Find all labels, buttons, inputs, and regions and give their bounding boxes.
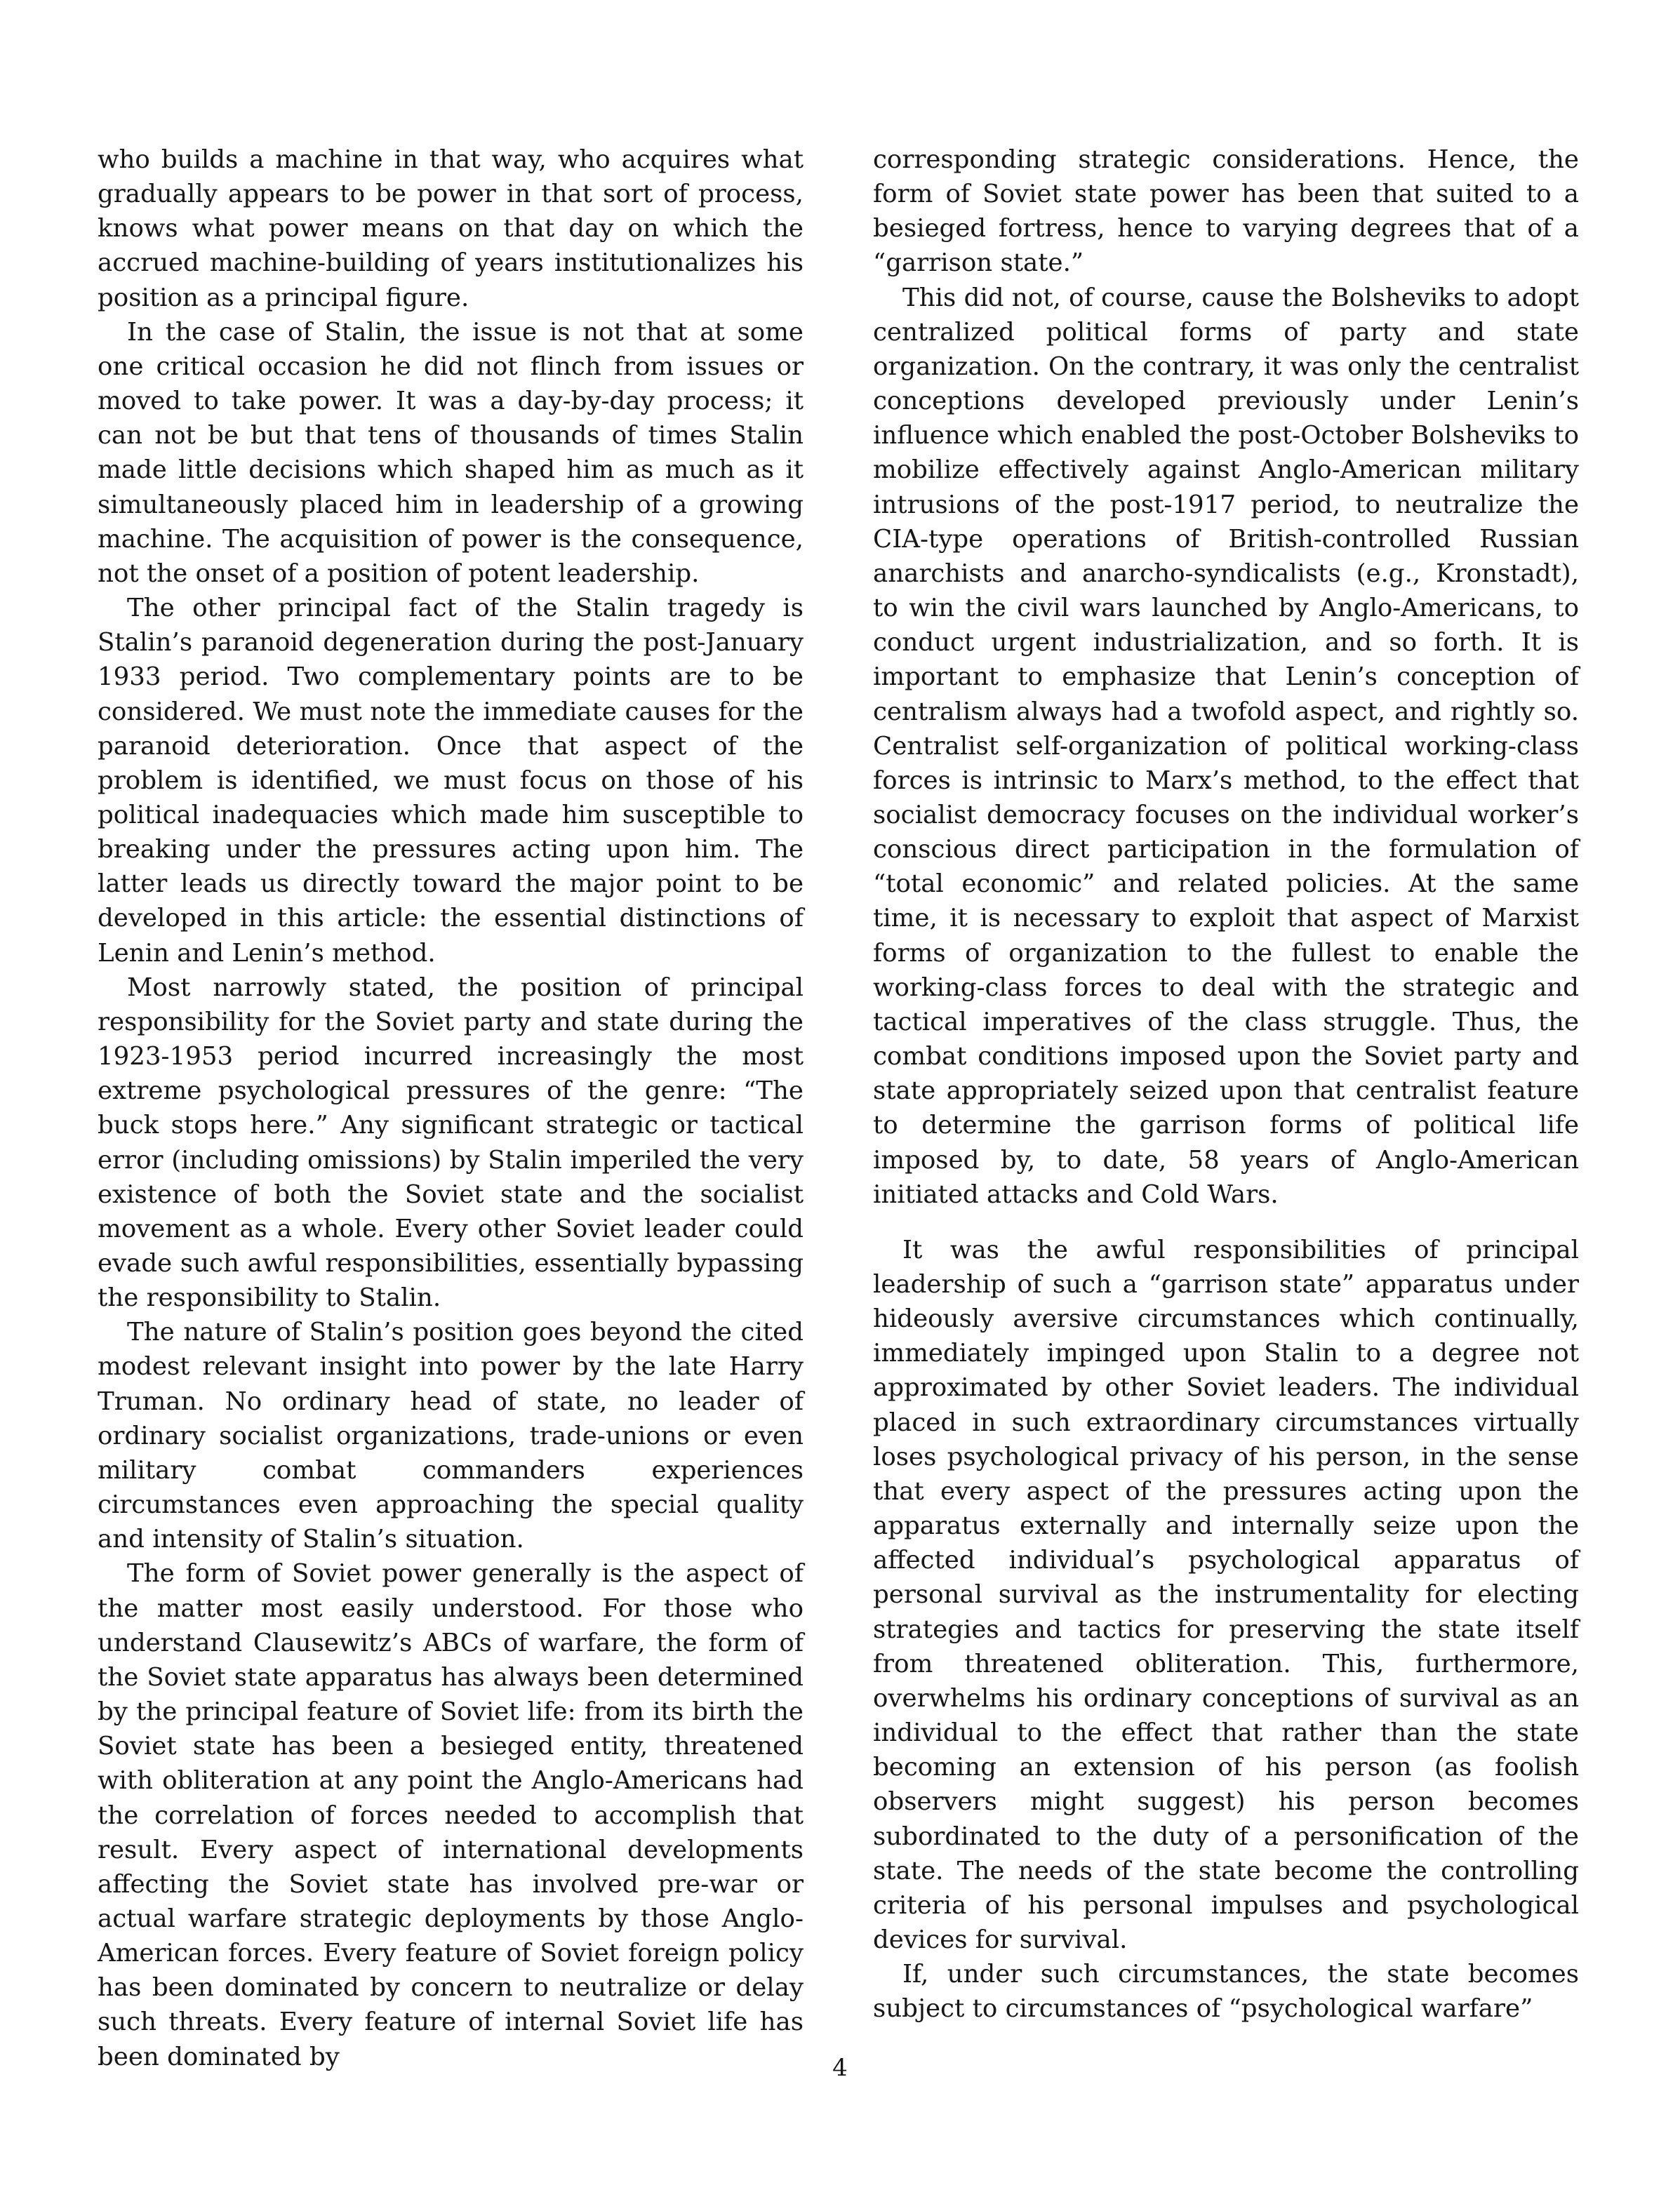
paragraph: The form of Soviet power generally is the aspect of the matter most easily understood. For those who understand Clausewitz’s ABCs of warfare, the form of the Soviet state apparatus has always been determined by the principal feature of Soviet life: from its birth the Soviet state has been a besieged entity, threatened with obliteration at any point the Anglo-Americans had the correlation of forces needed to accomplish that result. Every aspect of international developments affecting the Soviet state has involved pre-war or actual warfare strategic deployments by those Anglo-American forces. Every feature of Soviet foreign policy has been dominated by concern to neutralize or delay such threats. Every feature of internal Soviet life has been dominated by <box>98 1559 804 2071</box>
paragraph: The other principal fact of the Stalin tragedy is Stalin’s paranoid degeneration during the post-January 1933 period. Two complementary points are to be considered. We must note the immediate causes for the paranoid deterioration. Once that aspect of the problem is identified, we must focus on those of his political inadequacies which made him susceptible to breaking under the pressures acting upon him. The latter leads us directly toward the major point to be developed in this article: the essential distinctions of Lenin and Lenin’s method. <box>98 594 804 968</box>
paragraph: corresponding strategic considerations. Hence, the form of Soviet state power has been that suited to a besieged fortress, hence to varying degrees that of a “garrison state.” <box>873 145 1579 278</box>
paragraph: This did not, of course, cause the Bolsheviks to adopt centralized political forms of party and state organization. On the contrary, it was only the centralist conceptions developed previously under Lenin’s influence which enabled the post-October Bolsheviks to mobilize effectively against Anglo-American military intrusions of the post-1917 period, to neutralize the CIA-type operations of British-controlled Russian anarchists and anarcho-syndicalists (e.g., Kronstadt), to win the civil wars launched by Anglo-Americans, to conduct urgent industrialization, and so forth. It is important to emphasize that Lenin’s conception of centralism always had a twofold aspect, and rightly so. Centralist self-organization of political working-class forces is intrinsic to Marx’s method, to the effect that socialist democracy focuses on the individual worker’s conscious direct participation in the formulation of “total economic” and related policies. At the same time, it is necessary to exploit that aspect of Marxist forms of organization to the fullest to enable the working-class forces to deal with the strategic and tactical imperatives of the class struggle. Thus, the combat conditions imposed upon the Soviet party and state appropriately seized upon that centralist feature to determine the garrison forms of political life imposed by, to date, 58 years of Anglo-American initiated attacks and Cold Wars. <box>873 283 1579 1209</box>
paragraph: It was the awful responsibilities of principal leadership of such a “garrison state” apparatus under hideously aversive circumstances which continually, immediately impinged upon Stalin to a degree not approximated by other Soviet leaders. The individual placed in such extraordinary circumstances virtually loses psychological privacy of his person, in the sense that every aspect of the pressures acting upon the apparatus externally and internally seize upon the affected individual’s psychological apparatus of personal survival as the instrumentality for electing strategies and tactics for preserving the state itself from threatened obliteration. This, furthermore, overwhelms his ordinary conceptions of survival as an individual to the effect that rather than the state becoming an extension of his person (as foolish observers might suggest) his person becomes subordinated to the duty of a personification of the state. The needs of the state become the controlling criteria of his personal impulses and psychological devices for survival. <box>873 1235 1579 1954</box>
paragraph: who builds a machine in that way, who acquires what gradually appears to be power in that sort of process, knows what power means on that day on which the accrued machine-building of years institutionalizes his position as a principal figure. <box>98 145 804 312</box>
page-number: 4 <box>832 2054 848 2082</box>
right-column <box>873 142 1579 2026</box>
paragraph: In the case of Stalin, the issue is not that at some one critical occasion he did not flinch from issues or moved to take power. It was a day-by-day process; it can not be but that tens of thousands of times Stalin made little decisions which shaped him as much as it simultaneously placed him in leadership of a growing machine. The acquisition of power is the consequence, not the onset of a position of potent leadership. <box>98 317 804 588</box>
paragraph: The nature of Stalin’s position goes beyond the cited modest relevant insight into power by the late Harry Truman. No ordinary head of state, no leader of ordinary socialist organizations, trade-unions or even military combat commanders experiences circumstances even approaching the special quality and intensity of Stalin’s situation. <box>98 1318 804 1554</box>
paragraph: Most narrowly stated, the position of principal responsibility for the Soviet party and state during the 1923-1953 period incurred increasingly the most extreme psychological pressures of the genre: “The buck stops here.” Any significant strategic or tactical error (including omissions) by Stalin imperiled the very existence of both the Soviet state and the socialist movement as a whole. Every other Soviet leader could evade such awful responsibilities, essentially bypassing the responsibility to Stalin. <box>98 973 804 1313</box>
paragraph: If, under such circumstances, the state becomes subject to circumstances of “psychological warfare” <box>873 1960 1579 2024</box>
left-column <box>98 142 804 2074</box>
